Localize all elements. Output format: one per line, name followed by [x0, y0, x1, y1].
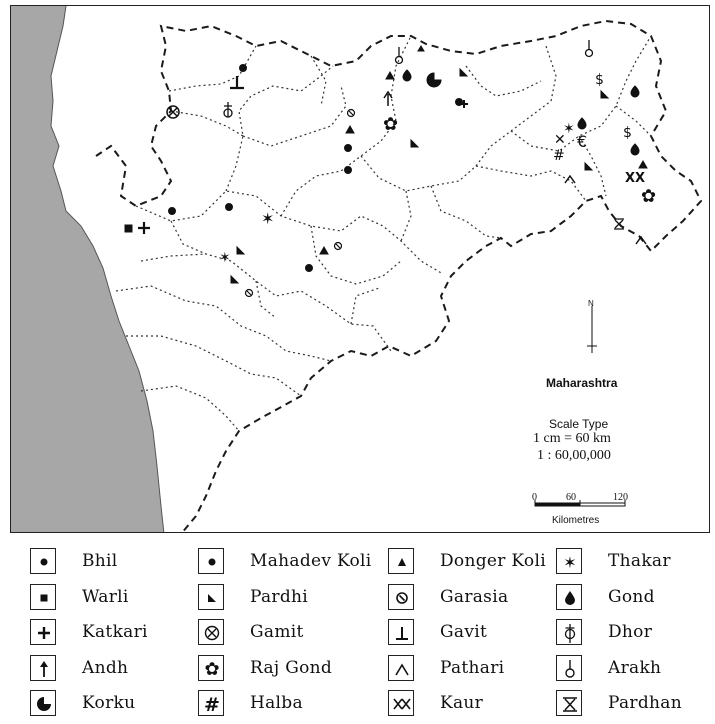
legend-label: Kaur [440, 693, 484, 713]
map-symbol-katkari [138, 222, 150, 234]
scale-type-label: Scale Type [549, 417, 609, 431]
hash-icon [198, 690, 224, 716]
map-symbol-pardhi [411, 140, 418, 147]
legend-label: Dhor [608, 622, 653, 642]
dot-icon [198, 548, 224, 574]
up-arrow-icon [30, 655, 56, 681]
scale-ratio-cm: 1 cm = 60 km [533, 431, 611, 446]
map-symbol-donger-koli [320, 247, 328, 254]
inverted-t-icon [388, 619, 414, 645]
map-symbol-mahadev-koli [345, 145, 352, 152]
map-symbol-pardhi [601, 91, 608, 98]
map-panel [10, 5, 710, 533]
scale-tick-60: 60 [566, 492, 576, 503]
legend-label: Gavit [440, 622, 488, 642]
map-symbol-donger-koli [346, 126, 354, 133]
map-symbol-gavit [230, 76, 244, 88]
map-symbol-bhil [169, 208, 176, 215]
legend-label: Korku [82, 693, 136, 713]
map-symbol-warli [125, 225, 132, 232]
pacman-icon [30, 690, 56, 716]
map-symbol-gond [631, 144, 639, 155]
svg-text:#: # [204, 694, 220, 716]
legend [30, 548, 710, 724]
legend-label: Mahadev Koli [250, 551, 372, 571]
legend-label: Arakh [608, 658, 662, 678]
map-symbol-kaur: ✕ [554, 132, 566, 148]
legend-label: Donger Koli [440, 551, 546, 571]
right-triangle-icon [198, 584, 224, 610]
asterisk-icon [556, 548, 582, 574]
map-symbol-pardhi [460, 69, 467, 76]
legend-label: Katkari [82, 622, 148, 642]
legend-label: Halba [250, 693, 303, 713]
north-arrow-icon [587, 306, 597, 353]
boxed-x-icon [556, 690, 582, 716]
dot-icon [30, 548, 56, 574]
map-symbol-gond [631, 86, 639, 97]
scale-unit-label: Kilometres [552, 515, 600, 526]
legend-label: Garasia [440, 587, 509, 607]
legend-label: Pathari [440, 658, 505, 678]
map-symbol-arakh [586, 40, 593, 57]
map-symbol-pardhan [614, 219, 624, 229]
map-symbol-korku [427, 73, 441, 87]
map-symbol-gond [403, 70, 411, 81]
plus-icon [30, 619, 56, 645]
arabian-sea [11, 6, 164, 533]
legend-label: Andh [82, 658, 129, 678]
map-symbol-raj-gond: ✿ [641, 186, 657, 207]
map-symbol-dhor [224, 102, 232, 117]
map-symbol-donger-koli [386, 72, 394, 79]
svg-text:✶: ✶ [563, 553, 577, 572]
map-symbol-euro: € [577, 132, 588, 151]
legend-label: Bhil [82, 551, 118, 571]
map-symbol-garasia [348, 110, 355, 117]
map-title: Maharashtra [546, 376, 618, 390]
scale-tick-0: 0 [532, 492, 537, 503]
map-symbol-pathari [565, 176, 575, 183]
map-symbol-donger-koli [639, 161, 647, 168]
map-symbol-gond [578, 118, 586, 129]
map-symbol-dollar: $ [623, 125, 632, 141]
north-label: N [588, 299, 594, 308]
legend-label: Gamit [250, 622, 304, 642]
flower-icon [198, 655, 224, 681]
map-symbol-thakar: ✶ [261, 209, 275, 228]
scale-tick-120: 120 [613, 492, 628, 503]
map-symbol-halba: # [553, 148, 565, 164]
map-symbol-pardhi [231, 276, 238, 283]
caret-icon [388, 655, 414, 681]
map-symbol-dollar: $ [595, 72, 604, 88]
map-symbol-thakar: ✶ [563, 121, 575, 137]
svg-text:✿: ✿ [204, 659, 220, 680]
map-symbol-pardhi [585, 163, 592, 170]
legend-label: Raj Gond [250, 658, 333, 678]
double-x-icon [388, 690, 414, 716]
map-symbol-raj-gond: ✿ [383, 114, 399, 135]
scale-ratio: 1 : 60,00,000 [537, 448, 611, 463]
square-icon [30, 584, 56, 610]
legend-label: Warli [82, 587, 129, 607]
map-symbol-mahadev-koli [345, 167, 352, 174]
cross-circle-icon [556, 619, 582, 645]
circled-slash-icon [388, 584, 414, 610]
map-symbol-garasia [246, 290, 253, 297]
circled-x-icon [198, 619, 224, 645]
map-symbol-bhil [240, 65, 247, 72]
triangle-icon [388, 548, 414, 574]
map-symbols [125, 40, 656, 297]
drop-icon [556, 584, 582, 610]
legend-label: Gond [608, 587, 655, 607]
map-symbol-pathari [636, 237, 646, 244]
legend-label: Thakar [608, 551, 671, 571]
map-symbol-bhil [306, 265, 313, 272]
pin-icon [556, 655, 582, 681]
map-symbol-kaur-double: XX [625, 171, 646, 186]
district-boundaries [116, 36, 651, 431]
map-symbol-pardhi [237, 247, 244, 254]
map-symbol-korku-small [418, 46, 424, 51]
map-symbol-garasia [335, 243, 342, 250]
legend-label: Pardhi [250, 587, 309, 607]
legend-label: Pardhan [608, 693, 682, 713]
map-symbol-bhil [226, 204, 233, 211]
map-symbol-thakar: ✶ [219, 250, 231, 266]
scale-bar [535, 500, 625, 506]
